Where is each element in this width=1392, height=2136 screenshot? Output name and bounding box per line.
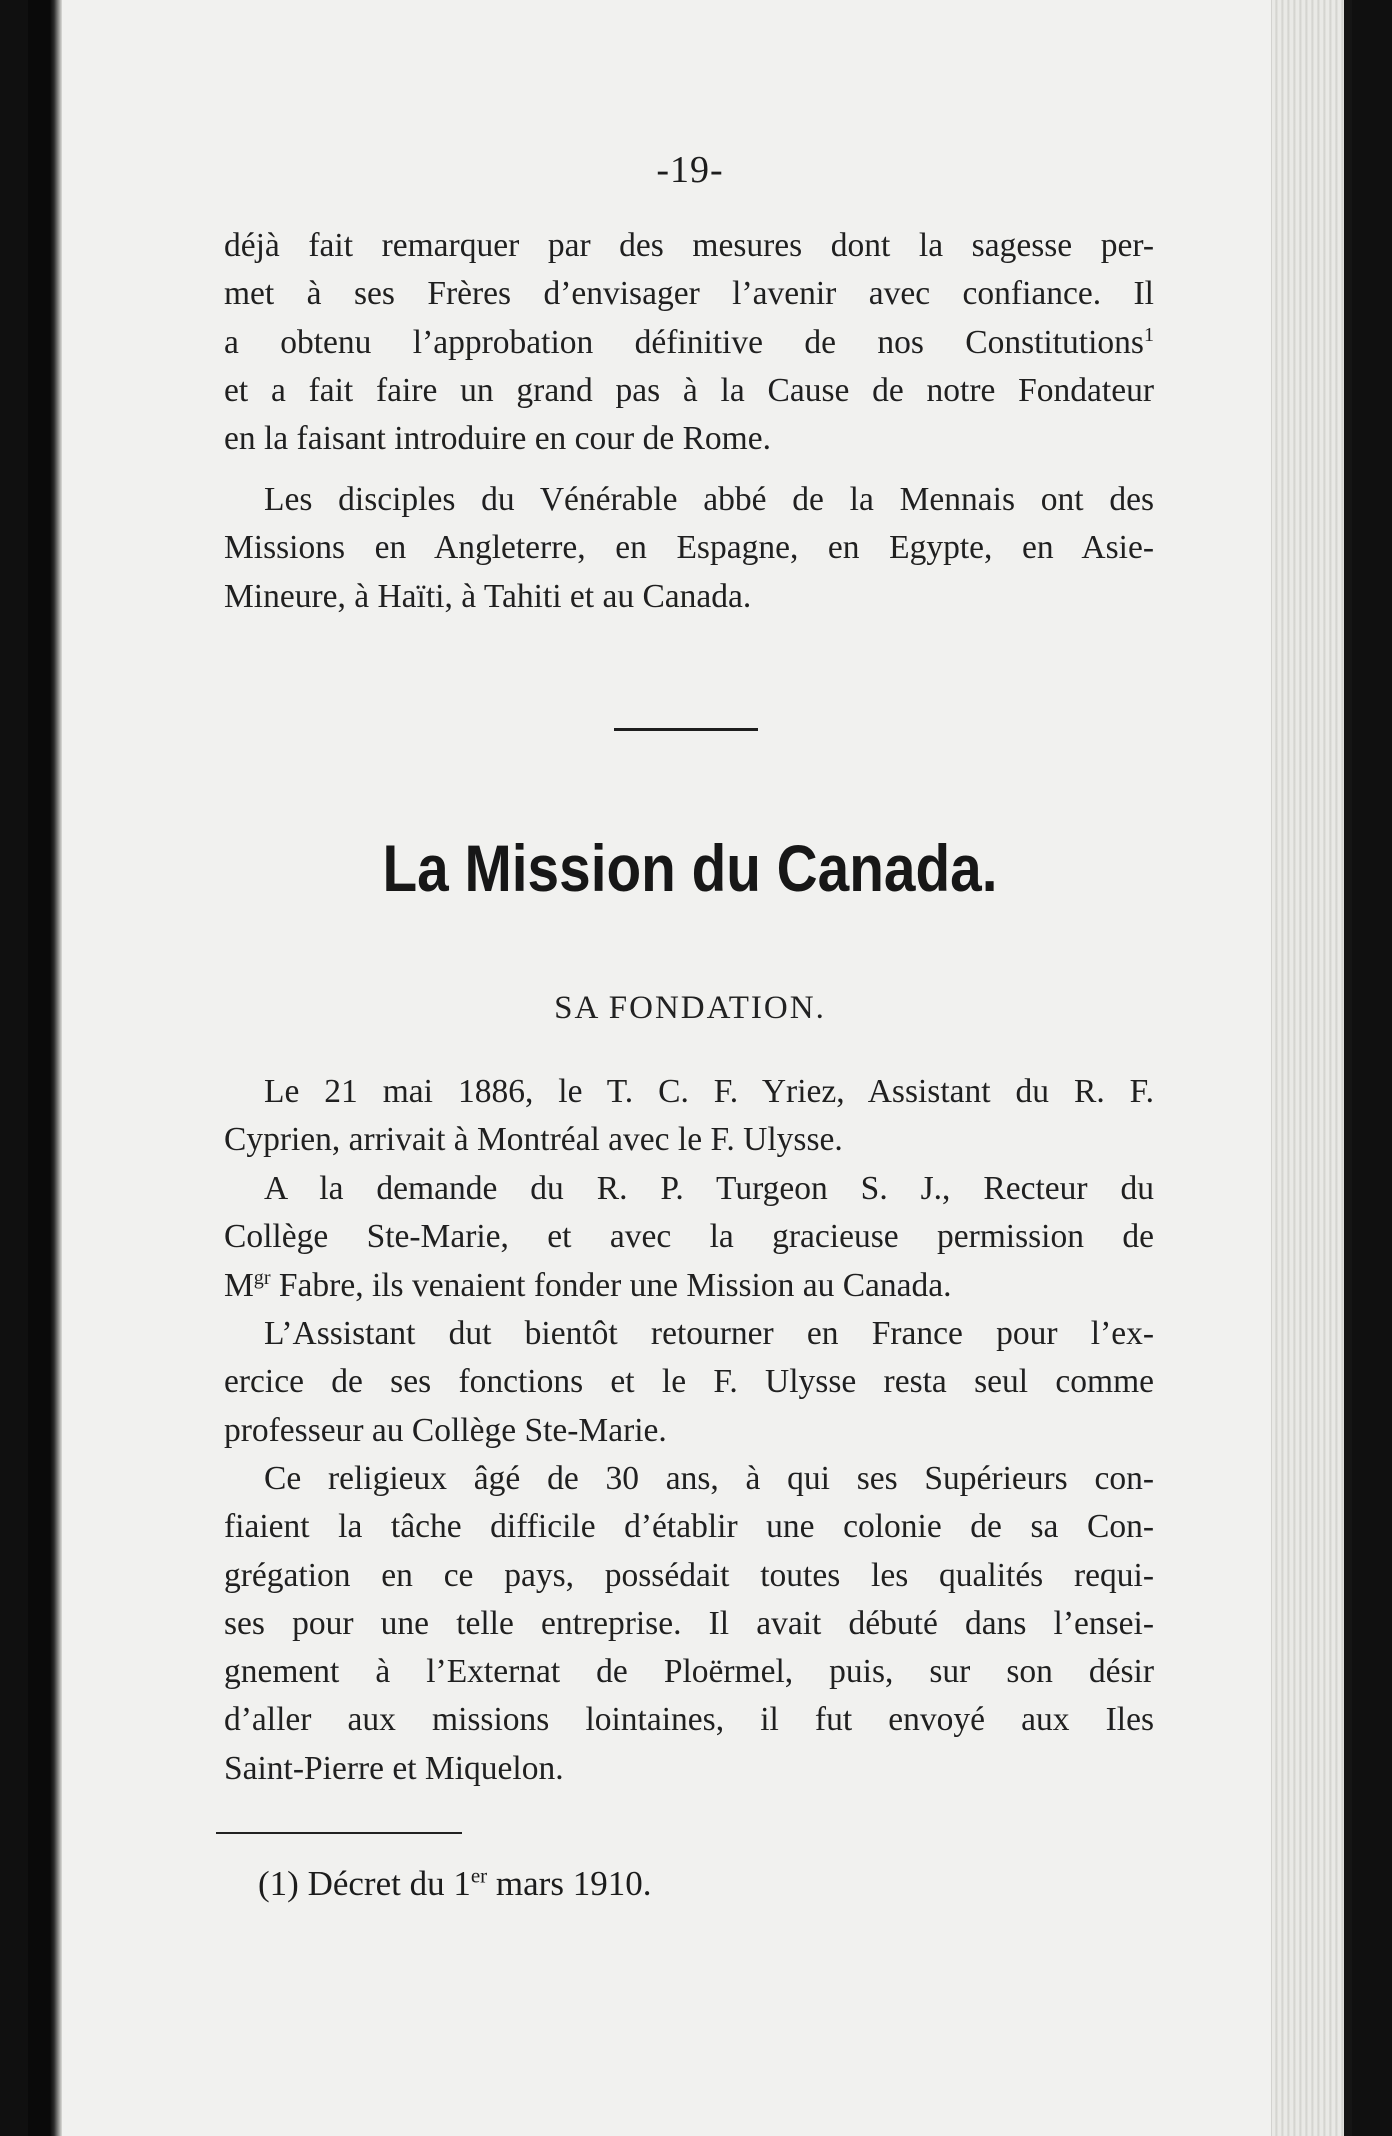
text-line: Saint-Pierre et Miquelon. — [224, 1749, 564, 1787]
abbreviation-mgr: M — [224, 1266, 254, 1304]
text-line: L’Assistant dut bientôt retourner en France pour l’ex- — [264, 1315, 1154, 1352]
text-line-content: a obtenu l’approbation définitive de nos Constitutions — [224, 323, 1144, 361]
text-line: grégation en ce pays, possédait toutes les qualités requi- — [224, 1556, 1154, 1594]
text-line: d’aller aux missions lointaines, il fut envoyé aux Iles — [224, 1701, 1154, 1739]
text-line: ercice de ses fonctions et le F. Ulysse resta seul comme — [224, 1363, 1154, 1401]
footnote — [258, 1864, 651, 1904]
text-line: Les disciples du Vénérable abbé de la Mennais ont des — [264, 481, 1154, 518]
text-line: gnement à l’Externat de Ploërmel, puis, sur son désir — [224, 1653, 1154, 1691]
abbreviation-superscript: gr — [253, 1266, 271, 1289]
text-line: et a fait faire un grand pas à la Cause de notre Fondateur — [224, 371, 1154, 409]
chapter-heading: La Mission du Canada. — [382, 831, 998, 905]
section-subheading: SA FONDATION. — [554, 990, 826, 1026]
text-line: Missions en Angleterre, en Espagne, en Egypte, en Asie- — [224, 529, 1154, 567]
page-number: -19- — [656, 149, 724, 191]
footnote-text-end: mars 1910. — [487, 1864, 652, 1903]
text-line: fiaient la tâche difficile d’établir une colonie de sa Con- — [224, 1508, 1154, 1546]
section-separator — [614, 728, 758, 731]
paragraph-religious — [224, 1455, 1154, 1793]
page-stack-edge — [1271, 0, 1352, 2136]
paragraph-request — [224, 1165, 1154, 1310]
footnote-text: Décret du 1 — [298, 1864, 471, 1903]
paragraph-arrival — [224, 1068, 1154, 1165]
text-line: A la demande du R. P. Turgeon S. J., Recteur du — [264, 1170, 1154, 1207]
text-line: Cyprien, arrivait à Montréal avec le F. Ulysse. — [224, 1121, 843, 1159]
text-line: met à ses Frères d’envisager l’avenir avec confiance. Il — [224, 275, 1154, 313]
text-line: Le 21 mai 1886, le T. C. F. Yriez, Assistant du R. F. — [264, 1073, 1154, 1110]
intro-paragraph — [224, 222, 1154, 463]
text-line: professeur au Collège Ste-Marie. — [224, 1411, 667, 1449]
text-line: ses pour une telle entreprise. Il avait débuté dans l’ensei- — [224, 1604, 1154, 1642]
footnote-reference: 1 — [1143, 323, 1154, 346]
text-line: déjà fait remarquer par des mesures dont la sagesse per- — [224, 227, 1154, 264]
binding-shadow — [28, 0, 62, 2136]
text-line-content: Fabre, ils venaient fonder une Mission au Canada. — [270, 1266, 952, 1304]
text-line — [224, 1262, 1154, 1310]
text-line: Collège Ste-Marie, et avec la gracieuse permission de — [224, 1218, 1154, 1256]
missions-paragraph — [224, 476, 1154, 621]
text-line — [224, 319, 1154, 367]
text-line: Mineure, à Haïti, à Tahiti et au Canada. — [224, 577, 752, 615]
text-line: Ce religieux âgé de 30 ans, à qui ses Supérieurs con- — [264, 1460, 1154, 1497]
footnote-marker: (1) — [258, 1864, 299, 1903]
paragraph-assistant — [224, 1310, 1154, 1455]
text-line: en la faisant introduire en cour de Rome. — [224, 420, 771, 458]
footnote-superscript: er — [470, 1863, 488, 1888]
scan-border — [1344, 0, 1352, 2136]
book-page — [28, 0, 1352, 2136]
footnote-rule — [216, 1832, 462, 1834]
